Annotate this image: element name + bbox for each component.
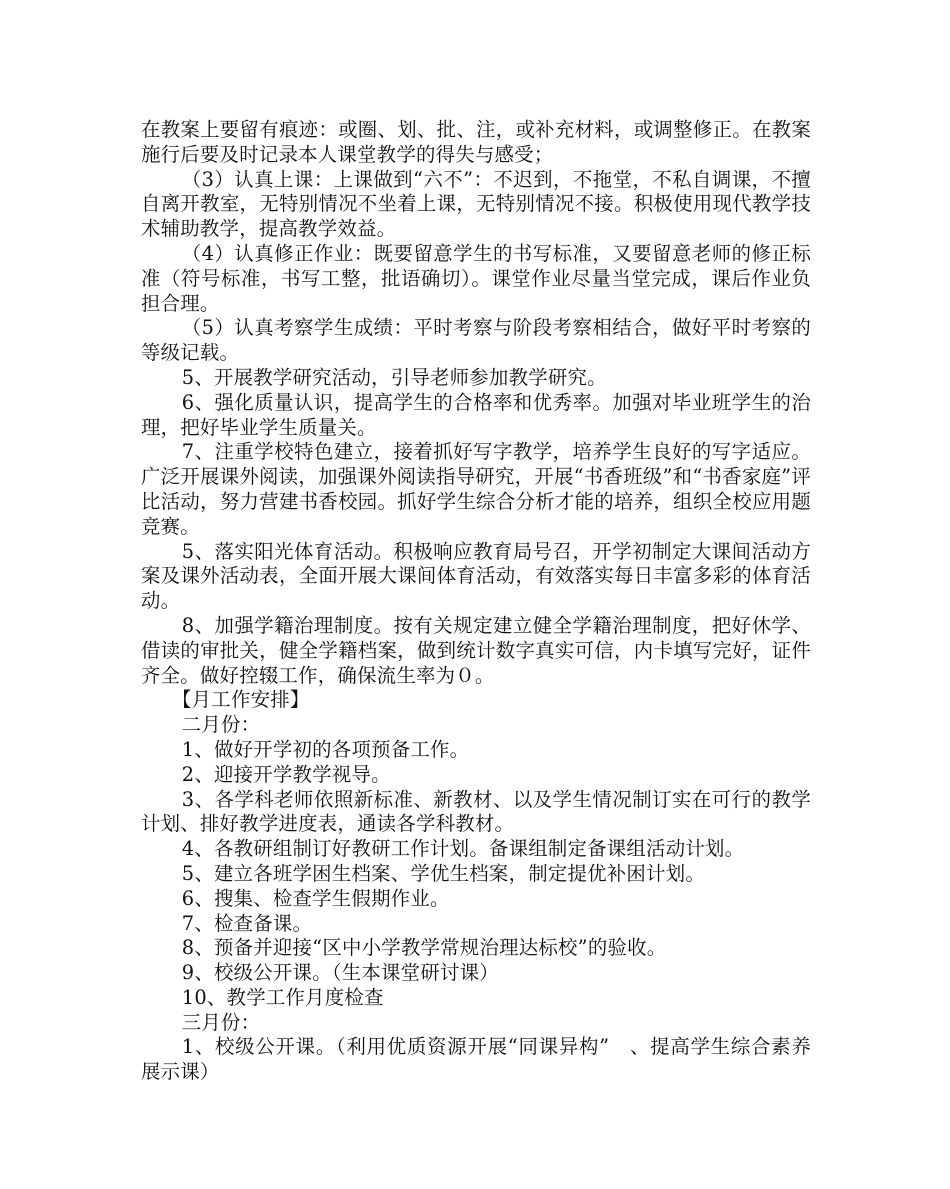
- paragraph-assess-grades: （5）认真考察学生成绩：平时考察与阶段考察相结合，做好平时考察的等级记载。: [141, 316, 811, 365]
- paragraph-correct-homework: （4）认真修正作业：既要留意学生的书写标准，又要留意老师的修正标准（符号标准，书写工整，批语确切）。课堂作业尽量当堂完成，课后作业负担合理。: [141, 241, 811, 315]
- list-item: 6、搜集、检查学生假期作业。: [181, 886, 450, 910]
- list-item: 8、预备并迎接“区中小学教学常规治理达标校”的验收。: [181, 936, 667, 960]
- paragraph-teaching-research: 5、开展教学研究活动，引导老师参加教学研究。: [181, 365, 607, 389]
- paragraph-student-records: 8、加强学籍治理制度。按有关规定建立健全学籍治理制度，把好休学、借读的审批关，健全学籍档案，做到统计数字真实可信，内卡填写完好，证件齐全。做好控辍工作，确保流生率为０。: [141, 613, 811, 687]
- list-item: 10、教学工作月度检查: [181, 985, 384, 1009]
- list-item: 1、校级公开课。（利用优质资源开展“同课异构” 、提高学生综合素养展示课）: [141, 1035, 811, 1084]
- list-item: 5、建立各班学困生档案、学优生档案，制定提优补困计划。: [181, 861, 705, 885]
- paragraph-school-features: 7、注重学校特色建立，接着抓好写字教学，培养学生良好的写字适应。广泛开展课外阅读，加强课外阅读指导研究，开展“书香班级”和“书香家庭”评比活动，努力营建书香校园。抓好学生综合分析才能的培养，组织全校应用题竞赛。: [141, 440, 811, 538]
- month-heading-march: 三月份：: [181, 1010, 261, 1034]
- section-heading-monthly-plan: 【月工作安排】: [172, 688, 310, 712]
- paragraph-lesson-plan-notes: 在教案上要留有痕迹：或圈、划、批、注，或补充材料，或调整修正。在教案施行后要及时记录本人课堂教学的得失与感受；: [141, 118, 811, 166]
- list-item: 4、各教研组制订好教研工作计划。备课组制定备课组活动计划。: [181, 837, 745, 861]
- document-page: [141, 118, 811, 1085]
- paragraph-attend-class: （3）认真上课：上课做到“六不”：不迟到，不拖堂，不私自调课，不擅自离开教室，无特别情况不坐着上课，无特别情况不接。积极使用现代教学技术辅助教学，提高教学效益。: [141, 167, 811, 241]
- paragraph-sports-activities: 5、落实阳光体育活动。积极响应教育局号召，开学初制定大课间活动方案及课外活动表，全面开展大课间体育活动，有效落实每日丰富多彩的体育活动。: [141, 539, 811, 613]
- list-item: 9、校级公开课。（生本课堂研讨课）: [181, 961, 499, 985]
- month-heading-february: 二月份：: [181, 713, 261, 737]
- list-item: 2、迎接开学教学视导。: [181, 762, 391, 786]
- list-item: 1、做好开学初的各项预备工作。: [181, 737, 470, 761]
- paragraph-quality-awareness: 6、强化质量认识，提高学生的合格率和优秀率。加强对毕业班学生的治理，把好毕业学生质量关。: [141, 390, 811, 439]
- list-item: 3、各学科老师依照新标准、新教材、以及学生情况制订实在可行的教学计划、排好教学进度表，通读各学科教材。: [141, 787, 811, 836]
- list-item: 7、检查备课。: [181, 911, 313, 935]
